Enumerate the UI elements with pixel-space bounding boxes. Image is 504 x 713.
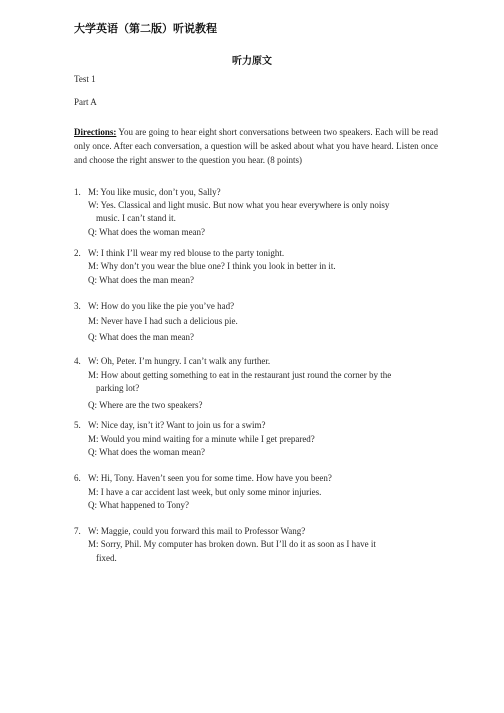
- dialogue-line: W: Oh, Peter. I’m hungry. I can’t walk any further.: [88, 356, 271, 366]
- dialogue-line: M: Would you mind waiting for a minute while I get prepared?: [88, 434, 315, 444]
- dialogue-line: W: Yes. Classical and light music. But now what you hear everywhere is only noisy: [88, 200, 390, 210]
- dialogue-line: M: I have a car accident last week, but only some minor injuries.: [88, 487, 322, 497]
- question-line: Q: What does the woman mean?: [88, 227, 206, 237]
- dialogue-line: W: Hi, Tony. Haven’t seen you for some time. How have you been?: [88, 473, 332, 483]
- directions-text: You are going to hear eight short conversations between two speakers. Each will be read only once. After each conversation, a question will be asked about what you have heard. Listen once and choose the right answer to the question you hear. (8 points): [74, 127, 438, 165]
- question-number: 7.: [74, 526, 81, 536]
- question-number: 2.: [74, 248, 81, 258]
- dialogue-line: music. I can’t stand it.: [96, 213, 176, 223]
- directions-heading: Directions:: [74, 127, 117, 137]
- dialogue-line: fixed.: [96, 553, 117, 563]
- directions-paragraph: [74, 125, 438, 167]
- document-title: 听力原文: [232, 56, 272, 67]
- question-line: Q: What does the woman mean?: [88, 447, 206, 457]
- dialogue-line: W: How do you like the pie you’ve had?: [88, 301, 235, 311]
- question-line: Q: What does the man mean?: [88, 332, 195, 342]
- dialogue-line: W: Nice day, isn’t it? Want to join us for a swim?: [88, 420, 266, 430]
- dialogue-line: M: Sorry, Phil. My computer has broken down. But I’ll do it as soon as I have it: [88, 539, 376, 549]
- test-label: Test 1: [74, 74, 96, 84]
- dialogue-line: M: You like music, don’t you, Sally?: [88, 187, 221, 197]
- dialogue-line: W: I think I’ll wear my red blouse to the party tonight.: [88, 248, 285, 258]
- question-number: 5.: [74, 420, 81, 430]
- part-label: Part A: [74, 97, 97, 107]
- question-number: 6.: [74, 473, 81, 483]
- question-line: Q: Where are the two speakers?: [88, 400, 203, 410]
- question-number: 3.: [74, 301, 81, 311]
- question-number: 1.: [74, 187, 81, 197]
- running-header: 大学英语（第二版）听说教程: [74, 22, 217, 35]
- question-line: Q: What happened to Tony?: [88, 500, 190, 510]
- dialogue-line: parking lot?: [96, 383, 140, 393]
- question-number: 4.: [74, 356, 81, 366]
- dialogue-line: M: How about getting something to eat in the restaurant just round the corner by the: [88, 370, 392, 380]
- dialogue-line: M: Why don’t you wear the blue one? I think you look in better in it.: [88, 261, 336, 271]
- question-line: Q: What does the man mean?: [88, 275, 195, 285]
- dialogue-line: M: Never have I had such a delicious pie.: [88, 316, 238, 326]
- dialogue-line: W: Maggie, could you forward this mail to Professor Wang?: [88, 526, 306, 536]
